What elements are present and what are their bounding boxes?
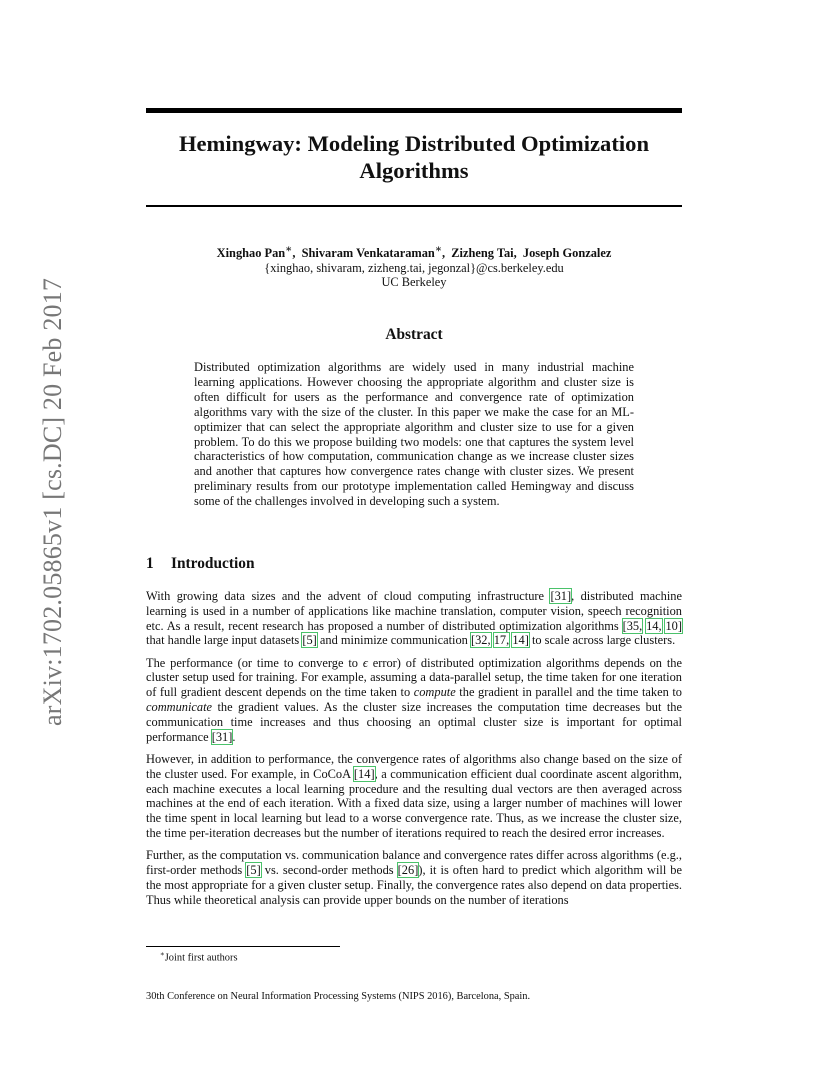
text-run: The performance (or time to converge to: [146, 655, 363, 670]
conference-note: 30th Conference on Neural Information Processing Systems (NIPS 2016), Barcelona, Spain.: [146, 991, 531, 1002]
abstract-heading: Abstract: [385, 326, 443, 343]
text-run: ), it is often hard to predict which algorithm will be the most appropriate for a given cluster setup. Finally, the convergence rates also depend on data properties. Thus while theoretical analysis can provide upper bounds on the number of iterations: [146, 863, 682, 907]
text-run: and minimize communication: [316, 633, 471, 648]
author-emails: {xinghao, shivaram, zizheng.tai, jegonzal}@cs.berkeley.edu: [264, 260, 564, 275]
text-run: However, in addition to performance, the convergence rates of algorithms also change based on the size of the cluster used. For example, in CoCoA: [146, 751, 682, 781]
epsilon-symbol: ϵ: [362, 655, 368, 670]
text-run: that handle large input datasets: [146, 633, 303, 648]
citation-link[interactable]: [32,: [470, 633, 491, 648]
text-run: the gradient values. As the cluster size increases the computation time decreases but the communication time increases and thus choosing an optimal cluster size is important for optimal performance: [146, 700, 682, 744]
emphasis-compute: compute: [413, 685, 456, 700]
citation-link[interactable]: [5]: [302, 633, 317, 648]
author-block: [146, 243, 682, 290]
emphasis-communicate: communicate: [146, 700, 213, 715]
footnote-text: Joint first authors: [164, 952, 238, 964]
arxiv-stamp: arXiv:1702.05865v1 [cs.DC] 20 Feb 2017: [38, 277, 67, 726]
text-run: With growing data sizes and the advent of cloud computing infrastructure: [146, 589, 551, 603]
citation-link[interactable]: [5]: [246, 863, 261, 878]
paragraph-2: [146, 656, 682, 745]
author-2: Shivaram Venkataraman: [301, 246, 435, 261]
text-run: the gradient in parallel and the time taken to: [455, 685, 682, 700]
author-1: Xinghao Pan: [216, 246, 286, 261]
paragraph-3: [146, 752, 682, 841]
title-line-1: Hemingway: Modeling Distributed Optimization: [178, 131, 650, 156]
text-run: Further, as the computation vs. communication balance and convergence rates differ across algorithms (e.g., first-order methods: [146, 848, 682, 878]
author-affiliation: UC Berkeley: [381, 275, 447, 290]
footnote-rule: [146, 946, 340, 947]
author-1-mark: ∗: [285, 244, 293, 255]
citation-link[interactable]: 10]: [665, 618, 682, 633]
citation-link[interactable]: [31]: [550, 589, 572, 603]
footnote-mark: ∗: [160, 950, 165, 958]
citation-link[interactable]: [31]: [211, 729, 233, 744]
text-run: .: [232, 729, 236, 744]
citation-link[interactable]: 17,: [493, 633, 510, 648]
paper-title: [146, 130, 682, 184]
author-2-mark: ∗: [434, 244, 442, 255]
citation-link[interactable]: [26]: [397, 863, 419, 878]
text-run: to scale across large clusters.: [528, 633, 676, 648]
title-top-rule: [146, 108, 682, 113]
footnote: [160, 950, 238, 963]
author-4: Joseph Gonzalez: [522, 246, 612, 261]
paragraph-4: [146, 848, 682, 907]
section-title: Introduction: [171, 555, 255, 572]
author-3: Zizheng Tai,: [451, 246, 517, 261]
citation-link[interactable]: [35,: [622, 618, 643, 633]
citation-link[interactable]: 14]: [512, 633, 529, 648]
abstract-text: Distributed optimization algorithms are widely used in many industrial machine learning applications. However choosing the appropriate algorithm and cluster size is often difficult for users as the performance and convergence rate of optimization algorithms vary with the size of the cluster. In this paper we make the case for an ML-optimizer that can select the appropriate algorithm and cluster size to use for a given problem. To do this we propose building two models: one that captures the system level characteristics of how computation, communication change as we increase cluster sizes and another that captures how convergence rates change with cluster sizes. We present preliminary results from our prototype implementation called Hemingway and discuss some of the challenges involved in developing such a system.: [194, 360, 634, 509]
section-heading: [146, 555, 255, 573]
section-number: 1: [146, 555, 154, 572]
intro-body: [146, 589, 682, 915]
text-run: error) of distributed optimization algorithms depends on the cluster setup used for training. For example, assuming a data-parallel setup, the time taken for one iteration of full gradient descent depends on the time taken to: [146, 655, 682, 700]
text-run: vs. second-order methods: [260, 863, 398, 878]
paragraph-1: [146, 589, 682, 648]
title-bottom-rule: [146, 205, 682, 207]
citation-link[interactable]: 14,: [646, 618, 662, 633]
title-line-2: Algorithms: [359, 158, 469, 183]
author-names: Xinghao Pan∗, Shivaram Venkataraman∗, Zizheng Tai, Joseph Gonzalez: [216, 244, 612, 261]
citation-link[interactable]: [14]: [353, 766, 375, 781]
text-run: , a communication efficient dual coordinate ascent algorithm, each machine executes a local learning procedure and the resulting dual vectors are then averaged across machines at the end of each iteration. With a fixed data size, using a larger number of machines will lower the time spent in local learning but lead to a worse convergence rate. Thus, as we increase the cluster size, the time per-iteration decreases but the number of iterations required to reach the desired error increases.: [146, 766, 682, 840]
text-run: , distributed machine learning is used in a number of applications like machine translation, computer vision, speech recognition etc. As a result, recent research has proposed a number of distributed optimization algorithms: [146, 589, 682, 633]
